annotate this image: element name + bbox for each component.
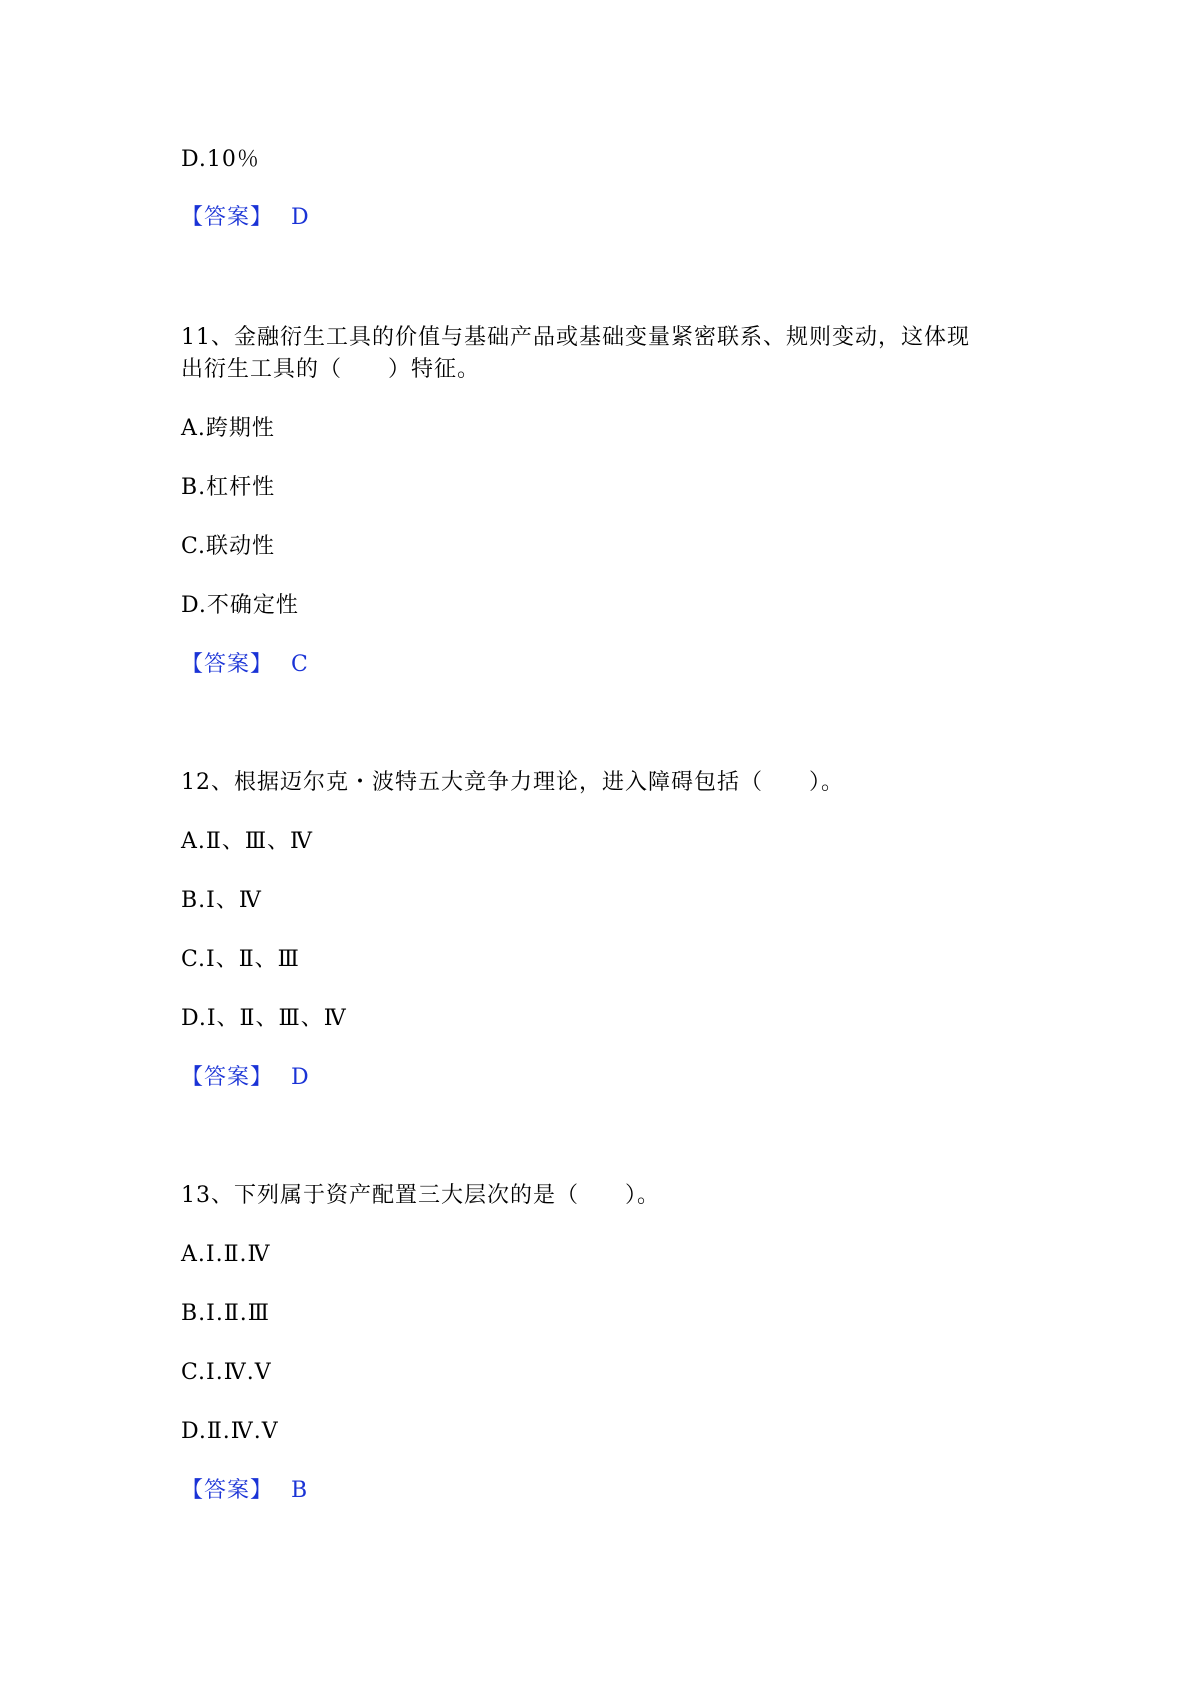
q13-option-a: A.Ⅰ.Ⅱ.Ⅳ [181,1242,271,1267]
prev-option-d: D.10％ [181,147,260,172]
q11-option-d: D.不确定性 [181,593,299,618]
q11-answer [181,649,309,681]
q13-option-b: B.Ⅰ.Ⅱ.Ⅲ [181,1301,271,1326]
q12-option-b: B.Ⅰ、Ⅳ [181,888,262,913]
answer-value: D [291,1065,310,1090]
q11-stem-line1: 11、金融衍生工具的价值与基础产品或基础变量紧密联系、规则变动，这体现 [181,325,970,350]
q13-option-c: C.Ⅰ.Ⅳ.Ⅴ [181,1360,272,1385]
q13-option-d: D.Ⅱ.Ⅳ.Ⅴ [181,1419,279,1444]
q12-option-a: A.Ⅱ、Ⅲ、Ⅳ [181,829,314,854]
prev-answer [181,202,310,234]
answer-value: B [291,1478,309,1503]
answer-label: 【答案】 [181,205,274,230]
answer-value: C [291,652,309,677]
q12-stem: 12、根据迈尔克・波特五大竞争力理论，进入障碍包括（ ）。 [181,770,844,795]
q13-stem: 13、下列属于资产配置三大层次的是（ ）。 [181,1183,660,1208]
q12-answer [181,1062,310,1094]
q11-option-b: B.杠杆性 [181,475,276,500]
q11-stem-line2: 出衍生工具的（ ）特征。 [181,357,481,382]
q13-answer [181,1475,308,1507]
answer-label: 【答案】 [181,1478,274,1503]
answer-label: 【答案】 [181,652,274,677]
q11-option-a: A.跨期性 [181,416,275,441]
q12-option-d: D.Ⅰ、Ⅱ、Ⅲ、Ⅳ [181,1006,347,1031]
q11-option-c: C.联动性 [181,534,276,559]
answer-label: 【答案】 [181,1065,274,1090]
q12-option-c: C.Ⅰ、Ⅱ、Ⅲ [181,947,300,972]
answer-value: D [291,205,310,230]
